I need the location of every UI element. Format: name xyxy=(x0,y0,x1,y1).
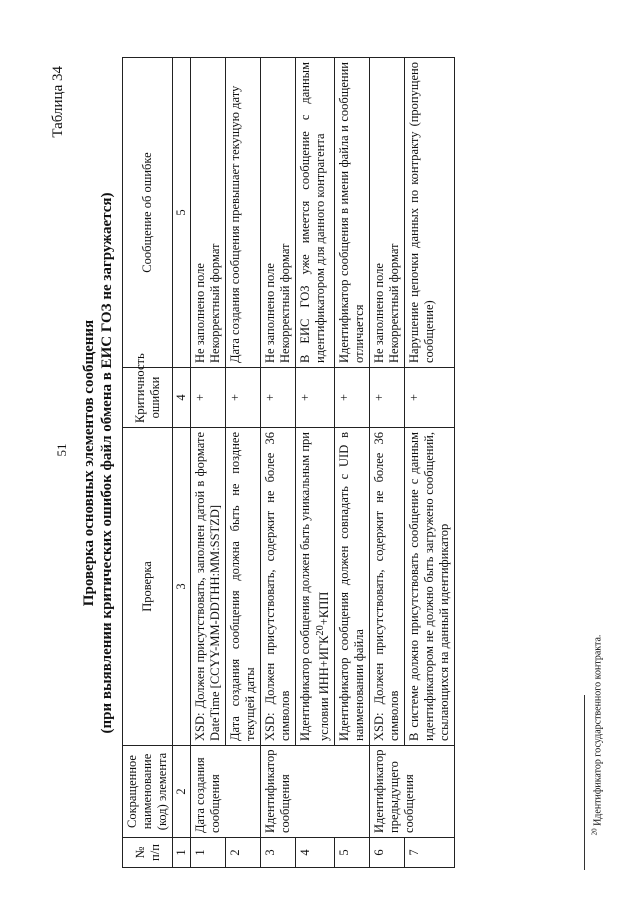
criticality: + xyxy=(296,368,335,428)
column-number: 3 xyxy=(173,428,191,746)
table-row xyxy=(261,58,296,868)
error-message-line: Некорректный формат xyxy=(208,243,222,363)
table-header-row xyxy=(123,58,173,868)
title-line-1: Проверка основных элементов сообщения xyxy=(81,319,97,607)
footnote-number: 20 xyxy=(590,828,599,836)
title-line-2: (при выявлении критических ошибок файл обмена в ЕИС ГОЗ не загружается) xyxy=(99,192,115,734)
column-number: 5 xyxy=(173,58,191,368)
criticality: + xyxy=(335,368,370,428)
column-number: 4 xyxy=(173,368,191,428)
footnote-text: Идентификатор государственного контракта. xyxy=(592,634,604,829)
check-text xyxy=(296,428,335,746)
check-text-part: Идентификатор сообщения должен быть уникальным при условии ИНН+ИГК xyxy=(298,432,332,741)
header-num: № п/п xyxy=(123,838,173,868)
criticality: + xyxy=(261,368,296,428)
header-criticality: Критичность ошибки xyxy=(123,368,173,428)
check-text-part: +КПП xyxy=(317,591,332,626)
table-row xyxy=(370,58,405,868)
error-message-line: Не заполнено поле xyxy=(263,263,277,363)
error-message-line: Некорректный формат xyxy=(278,243,292,363)
header-element-name: Сокращенное наименование (код) элемента xyxy=(123,746,173,838)
criticality: + xyxy=(191,368,226,428)
error-message-line: Не заполнено поле xyxy=(193,263,207,363)
element-name: Идентификатор сообщения xyxy=(261,746,370,838)
criticality: + xyxy=(370,368,405,428)
criticality: + xyxy=(226,368,261,428)
row-number: 6 xyxy=(370,838,405,868)
element-name: Идентификатор предыдущего сообщения xyxy=(370,746,455,838)
row-number: 7 xyxy=(405,838,455,868)
row-number: 4 xyxy=(296,838,335,868)
error-message xyxy=(261,58,296,368)
table-title xyxy=(80,58,116,868)
table-row xyxy=(191,58,226,868)
check-text: Идентификатор сообщения должен совпадать с UID в наименовании файла xyxy=(335,428,370,746)
error-message: Идентификатор сообщения в имени файла и сообщении отличается xyxy=(335,58,370,368)
check-text: XSD: Должен присутствовать, содержит не более 36 символов xyxy=(261,428,296,746)
criticality: + xyxy=(405,368,455,428)
validation-table xyxy=(122,57,455,868)
row-number: 3 xyxy=(261,838,296,868)
column-number: 2 xyxy=(173,746,191,838)
error-message xyxy=(370,58,405,368)
error-message-line: Не заполнено поле xyxy=(372,263,387,363)
row-number: 1 xyxy=(191,838,226,868)
footnote xyxy=(590,635,603,836)
check-text: XSD: Должен присутствовать, заполнен датой в формате DateTime [CCYY-MM-DDTHH:MM:SSTZD] xyxy=(191,428,226,746)
header-error-message: Сообщение об ошибке xyxy=(123,58,173,368)
element-name: Дата создания сообщения xyxy=(191,746,261,838)
error-message-line: Некорректный формат xyxy=(387,243,402,363)
row-number: 5 xyxy=(335,838,370,868)
column-number-row xyxy=(173,58,191,868)
row-number: 2 xyxy=(226,838,261,868)
check-text: В системе должно присутствовать сообщение с данным идентификатором не должно быть загружено сообщений, ссылающихся на данный идентификатор xyxy=(405,428,455,746)
table-label: Таблица 34 xyxy=(50,66,66,138)
footnote-divider xyxy=(584,695,585,870)
page-number: 51 xyxy=(54,443,69,457)
header-check: Проверка xyxy=(123,428,173,746)
footnote-ref: 20 xyxy=(315,625,326,636)
check-text: XSD: Должен присутствовать, содержит не более 36 символов xyxy=(370,428,405,746)
error-message: Дата создания сообщения превышает текущую дату xyxy=(226,58,261,368)
check-text: Дата создания сообщения должна быть не позднее текущей даты xyxy=(226,428,261,746)
error-message xyxy=(191,58,226,368)
column-number: 1 xyxy=(173,838,191,868)
rotated-page-content xyxy=(50,58,590,868)
error-message: Нарушение цепочки данных по контракту (пропущено сообщение) xyxy=(405,58,455,368)
error-message: В ЕИС ГОЗ уже имеется сообщение с данным идентификатором для данного контрагента xyxy=(296,58,335,368)
